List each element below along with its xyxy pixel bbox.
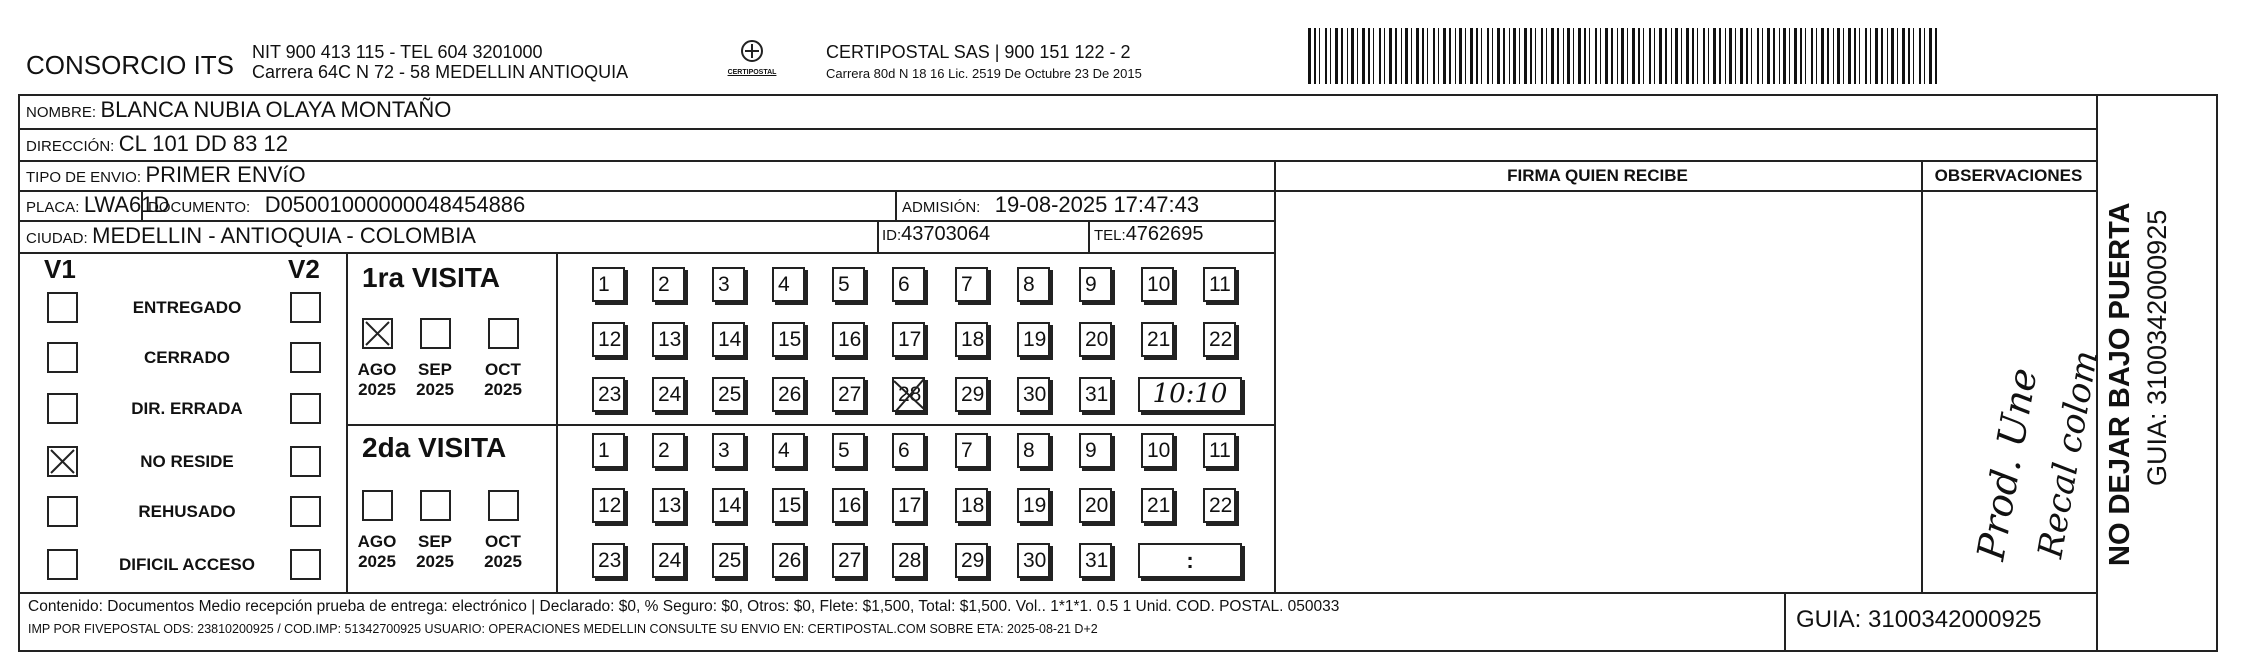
barcode-bar — [1465, 28, 1466, 84]
second-visit-day[interactable]: 2 — [652, 433, 685, 468]
v2-label: V2 — [288, 254, 320, 284]
year-label: 2025 — [484, 552, 522, 571]
first-visit-day[interactable]: 26 — [772, 377, 805, 412]
first-visit-day[interactable]: 20 — [1079, 322, 1112, 357]
id-value: 43703064 — [901, 223, 991, 245]
barcode-bar — [1589, 28, 1590, 84]
company-name: CONSORCIO ITS — [26, 50, 235, 80]
month-checkbox[interactable] — [362, 490, 393, 521]
barcode-bar — [1783, 28, 1786, 84]
barcode-bar — [1908, 28, 1910, 84]
second-visit-title: 2da VISITA — [362, 432, 507, 463]
month-checkbox[interactable] — [488, 318, 519, 349]
second-visit-day[interactable]: 31 — [1079, 543, 1112, 578]
check-x-icon — [364, 320, 391, 347]
direccion-value: CL 101 DD 83 12 — [118, 131, 288, 156]
barcode-bar — [1351, 28, 1354, 84]
barcode-bar — [1887, 28, 1888, 84]
admision-value: 19-08-2025 17:47:43 — [994, 192, 1200, 217]
check-x-icon — [49, 448, 76, 475]
first-visit-day[interactable]: 17 — [892, 322, 925, 357]
barcode-bar — [1800, 28, 1802, 84]
barcode-bar — [1638, 28, 1640, 84]
first-visit-day[interactable]: 2 — [652, 267, 685, 302]
barcode-bar — [1617, 28, 1618, 84]
barcode-bar — [1605, 28, 1608, 84]
barcode-bar — [1584, 28, 1586, 84]
second-visit-day[interactable]: 6 — [892, 433, 925, 468]
barcode-bar — [1578, 28, 1581, 84]
barcode-bar — [1929, 28, 1932, 84]
admision-label: ADMISIÓN: — [902, 199, 981, 216]
second-visit-day[interactable]: 22 — [1203, 488, 1236, 523]
certipostal-logo — [722, 38, 782, 86]
barcode — [1308, 28, 1940, 84]
tel-cell — [1094, 223, 1204, 246]
second-visit-day[interactable]: 8 — [1017, 433, 1050, 468]
certipostal-line2: Carrera 80d N 18 16 Lic. 2519 De Octubre 23 De 2015 — [826, 66, 1142, 81]
first-visit-time-box[interactable] — [1138, 377, 1242, 412]
first-visit-day[interactable]: 25 — [712, 377, 745, 412]
barcode-bar — [1686, 28, 1689, 84]
barcode-bar — [1563, 28, 1564, 84]
side-guia: GUIA: 3100342000925 — [2142, 209, 2172, 486]
barcode-bar — [1837, 28, 1840, 84]
barcode-bar — [1487, 28, 1489, 84]
second-visit-day[interactable]: 11 — [1203, 433, 1236, 468]
barcode-bar — [1341, 28, 1343, 84]
v2-checkbox[interactable] — [290, 549, 321, 580]
v2-checkbox[interactable] — [290, 393, 321, 424]
barcode-bar — [1751, 28, 1752, 84]
first-visit-day[interactable]: 9 — [1079, 267, 1112, 302]
first-visit-day[interactable]: 30 — [1017, 377, 1050, 412]
barcode-bar — [1671, 28, 1672, 84]
barcode-bar — [1805, 28, 1806, 84]
barcode-bar — [1411, 28, 1412, 84]
second-visit-day[interactable]: 30 — [1017, 543, 1050, 578]
first-visit-time: 10:10 — [1152, 379, 1228, 409]
month-checkbox[interactable] — [362, 318, 393, 349]
barcode-bar — [1384, 28, 1385, 84]
barcode-bar — [1902, 28, 1905, 84]
barcode-bar — [1427, 28, 1428, 84]
day-mark-icon — [890, 375, 930, 415]
barcode-bar — [1681, 28, 1682, 84]
first-visit-day[interactable]: 28 — [892, 377, 925, 412]
ciudad-label: CIUDAD: — [26, 230, 88, 247]
first-visit-day[interactable]: 1 — [592, 267, 625, 302]
v1-checkbox[interactable] — [47, 292, 78, 323]
tel-label: TEL: — [1094, 227, 1126, 244]
barcode-bar — [1833, 28, 1834, 84]
first-visit-day[interactable]: 3 — [712, 267, 745, 302]
barcode-bar — [1708, 28, 1709, 84]
barcode-bar — [1827, 28, 1829, 84]
barcode-bar — [1405, 28, 1408, 84]
barcode-bar — [1347, 28, 1348, 84]
second-visit-day[interactable]: 20 — [1079, 488, 1112, 523]
nombre-value: BLANCA NUBIA OLAYA MONTAÑO — [100, 97, 452, 122]
barcode-bar — [1875, 28, 1878, 84]
first-visit-day[interactable]: 23 — [592, 377, 625, 412]
status-option-label: NO RESIDE — [140, 452, 234, 471]
barcode-bar — [1401, 28, 1402, 84]
barcode-bar — [1509, 28, 1510, 84]
barcode-bar — [1438, 28, 1439, 84]
v2-checkbox[interactable] — [290, 496, 321, 527]
barcode-bar — [1600, 28, 1601, 84]
ciudad-value: MEDELLIN - ANTIOQUIA - COLOMBIA — [92, 223, 476, 248]
barcode-bar — [1767, 28, 1770, 84]
second-visit-day[interactable]: 25 — [712, 543, 745, 578]
month-checkbox[interactable] — [488, 490, 519, 521]
month-label: SEP — [417, 532, 453, 551]
barcode-bar — [1725, 28, 1726, 84]
year-label: 2025 — [416, 380, 454, 399]
status-option-label: DIR. ERRADA — [131, 399, 243, 418]
admision-cell — [902, 192, 1199, 218]
ciudad-cell — [26, 223, 476, 249]
barcode-bar — [1497, 28, 1500, 84]
v2-checkbox[interactable] — [290, 292, 321, 323]
placa-value: LWA61D — [83, 192, 170, 217]
barcode-bar — [1675, 28, 1678, 84]
barcode-bar — [1794, 28, 1797, 84]
barcode-bar — [1719, 28, 1721, 84]
barcode-bar — [1573, 28, 1574, 84]
tel-value: 4762695 — [1125, 223, 1204, 245]
barcode-bar — [1455, 28, 1456, 84]
first-visit-day[interactable]: 15 — [772, 322, 805, 357]
tipo-row — [26, 162, 306, 188]
direccion-row — [26, 131, 288, 157]
barcode-bar — [1530, 28, 1532, 84]
obs-handwriting-line2: Recal colom — [2030, 347, 2107, 562]
tipo-value: PRIMER ENVíO — [145, 162, 306, 187]
first-visit-day[interactable]: 21 — [1141, 322, 1174, 357]
barcode-bar — [1643, 28, 1644, 84]
direccion-label: DIRECCIÓN: — [26, 138, 115, 155]
second-visit-day[interactable]: 13 — [652, 488, 685, 523]
month-checkbox[interactable] — [420, 318, 451, 349]
logo-icon — [737, 38, 767, 64]
obs-handwriting-line1: Prod. Une — [1968, 364, 2046, 564]
footer-imp: IMP POR FIVEPOSTAL ODS: 23810200925 / COD.IMP: 51342700925 USUARIO: OPERACIONES MEDELLIN CONSULTE SU ENVIO EN: CERTIPOSTAL.COM SOBRE ETA: 2025-08-21 D+2 — [28, 622, 1098, 636]
status-option-label: CERRADO — [144, 348, 230, 367]
v1-checkbox[interactable] — [47, 446, 78, 477]
barcode-bar — [1459, 28, 1462, 84]
observaciones-label: OBSERVACIONES — [1934, 166, 2083, 185]
barcode-bar — [1913, 28, 1914, 84]
barcode-bar — [1632, 28, 1635, 84]
barcode-bar — [1735, 28, 1736, 84]
footer-contenido: Contenido: Documentos Medio recepción prueba de entrega: electrónico | Declarado: $0, % Seguro: $0, Otros: $0, Flete: $1,500, Total: $1,500. Vol.. 1*1*1. 0.5 1 Unid. COD. POSTAL. 050033 — [28, 598, 1340, 615]
second-visit-day[interactable]: 16 — [832, 488, 865, 523]
first-visit-day[interactable]: 31 — [1079, 377, 1112, 412]
barcode-bar — [1848, 28, 1851, 84]
barcode-bar — [1746, 28, 1748, 84]
barcode-bar — [1519, 28, 1520, 84]
first-visit-day[interactable]: 11 — [1203, 267, 1236, 302]
second-visit-day[interactable]: 28 — [892, 543, 925, 578]
barcode-bar — [1924, 28, 1925, 84]
barcode-bar — [1416, 28, 1419, 84]
barcode-bar — [1470, 28, 1473, 84]
second-visit-day[interactable]: 4 — [772, 433, 805, 468]
nombre-row — [26, 97, 451, 123]
barcode-bar — [1843, 28, 1844, 84]
documento-label: DOCUMENTO: — [148, 199, 251, 216]
first-visit-day[interactable]: 12 — [592, 322, 625, 357]
second-visit-day[interactable]: 21 — [1141, 488, 1174, 523]
second-visit-day[interactable]: 23 — [592, 543, 625, 578]
barcode-bar — [1308, 28, 1311, 84]
second-visit-time: : — [1186, 548, 1194, 573]
v1-checkbox[interactable] — [47, 342, 78, 373]
barcode-bar — [1935, 28, 1937, 84]
barcode-bar — [1422, 28, 1424, 84]
footer-guia: GUIA: 3100342000925 — [1796, 606, 2042, 633]
first-visit-day[interactable]: 8 — [1017, 267, 1050, 302]
barcode-bar — [1481, 28, 1482, 84]
second-visit-day[interactable]: 18 — [955, 488, 988, 523]
barcode-bar — [1503, 28, 1505, 84]
barcode-bar — [1513, 28, 1516, 84]
second-visit-day[interactable]: 29 — [955, 543, 988, 578]
barcode-bar — [1433, 28, 1435, 84]
second-visit-day[interactable]: 1 — [592, 433, 625, 468]
first-visit-title: 1ra VISITA — [362, 262, 500, 293]
nombre-label: NOMBRE: — [26, 104, 97, 121]
barcode-bar — [1891, 28, 1894, 84]
barcode-bar — [1870, 28, 1871, 84]
barcode-bar — [1649, 28, 1651, 84]
first-visit-day[interactable]: 4 — [772, 267, 805, 302]
barcode-bar — [1692, 28, 1694, 84]
address-line: Carrera 64C N 72 - 58 MEDELLIN ANTIOQUIA — [252, 62, 629, 82]
firma-label: FIRMA QUIEN RECIBE — [1507, 166, 1688, 185]
second-visit-day[interactable]: 19 — [1017, 488, 1050, 523]
first-visit-day[interactable]: 24 — [652, 377, 685, 412]
barcode-bar — [1492, 28, 1493, 84]
barcode-bar — [1314, 28, 1316, 84]
second-visit-day[interactable]: 10 — [1141, 433, 1174, 468]
barcode-bar — [1541, 28, 1543, 84]
barcode-bar — [1821, 28, 1824, 84]
barcode-bar — [1621, 28, 1624, 84]
id-label: ID: — [882, 227, 902, 244]
barcode-bar — [1773, 28, 1775, 84]
barcode-bar — [1697, 28, 1698, 84]
barcode-bar — [1325, 28, 1327, 84]
barcode-bar — [1595, 28, 1597, 84]
barcode-bar — [1919, 28, 1921, 84]
documento-value: D05001000000048454886 — [264, 192, 526, 217]
barcode-bar — [1368, 28, 1370, 84]
first-visit-day[interactable]: 7 — [955, 267, 988, 302]
status-option-label: ENTREGADO — [132, 298, 242, 317]
month-label: OCT — [485, 532, 521, 551]
logo-text: CERTIPOSTAL — [727, 69, 777, 76]
nit-line: NIT 900 413 115 - TEL 604 3201000 — [252, 42, 543, 62]
barcode-bar — [1389, 28, 1392, 84]
barcode-bar — [1535, 28, 1536, 84]
second-visit-day[interactable]: 26 — [772, 543, 805, 578]
documento-cell — [148, 192, 525, 218]
first-visit-day[interactable]: 29 — [955, 377, 988, 412]
barcode-bar — [1789, 28, 1790, 84]
month-checkbox[interactable] — [420, 490, 451, 521]
v2-checkbox[interactable] — [290, 446, 321, 477]
second-visit-day[interactable]: 27 — [832, 543, 865, 578]
barcode-bar — [1557, 28, 1559, 84]
barcode-bar — [1659, 28, 1662, 84]
first-visit-day[interactable]: 22 — [1203, 322, 1236, 357]
barcode-bar — [1611, 28, 1613, 84]
barcode-bar — [1362, 28, 1365, 84]
barcode-bar — [1811, 28, 1813, 84]
month-label: OCT — [485, 360, 521, 379]
second-visit-day[interactable]: 12 — [592, 488, 625, 523]
v1-checkbox[interactable] — [47, 496, 78, 527]
barcode-bar — [1703, 28, 1705, 84]
second-visit-day[interactable]: 9 — [1079, 433, 1112, 468]
first-visit-day[interactable]: 5 — [832, 267, 865, 302]
second-visit-day[interactable]: 14 — [712, 488, 745, 523]
barcode-bar — [1762, 28, 1763, 84]
barcode-bar — [1865, 28, 1867, 84]
status-option-label: REHUSADO — [138, 502, 236, 521]
barcode-bar — [1319, 28, 1320, 84]
barcode-bar — [1551, 28, 1554, 84]
first-visit-day[interactable]: 13 — [652, 322, 685, 357]
first-visit-day[interactable]: 14 — [712, 322, 745, 357]
barcode-bar — [1546, 28, 1547, 84]
barcode-bar — [1897, 28, 1898, 84]
barcode-bar — [1654, 28, 1655, 84]
barcode-bar — [1740, 28, 1743, 84]
barcode-bar — [1627, 28, 1628, 84]
barcode-bar — [1373, 28, 1374, 84]
first-visit-day[interactable]: 19 — [1017, 322, 1050, 357]
first-visit-day[interactable]: 10 — [1141, 267, 1174, 302]
barcode-bar — [1816, 28, 1817, 84]
tipo-label: TIPO DE ENVIO: — [26, 169, 142, 186]
second-visit-day[interactable]: 17 — [892, 488, 925, 523]
v2-checkbox[interactable] — [290, 342, 321, 373]
v1-checkbox[interactable] — [47, 393, 78, 424]
month-label: AGO — [357, 532, 397, 551]
barcode-bar — [1881, 28, 1883, 84]
second-visit-day[interactable]: 24 — [652, 543, 685, 578]
v1-label: V1 — [44, 254, 76, 284]
id-cell — [882, 223, 990, 246]
second-visit-day[interactable]: 5 — [832, 433, 865, 468]
year-label: 2025 — [484, 380, 522, 399]
first-visit-day[interactable]: 27 — [832, 377, 865, 412]
year-label: 2025 — [416, 552, 454, 571]
status-option-label: DIFICIL ACCESO — [118, 555, 255, 574]
barcode-bar — [1357, 28, 1358, 84]
barcode-bar — [1859, 28, 1860, 84]
barcode-bar — [1443, 28, 1446, 84]
year-label: 2025 — [358, 552, 396, 571]
observaciones-handwriting — [1928, 200, 2107, 585]
second-visit-day[interactable]: 15 — [772, 488, 805, 523]
year-label: 2025 — [358, 380, 396, 399]
barcode-bar — [1729, 28, 1732, 84]
barcode-bar — [1395, 28, 1397, 84]
barcode-bar — [1854, 28, 1856, 84]
second-visit-day[interactable]: 7 — [955, 433, 988, 468]
side-warning: NO DEJAR BAJO PUERTA — [2104, 202, 2136, 566]
first-visit-day[interactable]: 6 — [892, 267, 925, 302]
second-visit-day[interactable]: 3 — [712, 433, 745, 468]
barcode-bar — [1476, 28, 1478, 84]
barcode-bar — [1665, 28, 1667, 84]
placa-label: PLACA: — [26, 199, 80, 216]
second-visit-time-box[interactable] — [1138, 543, 1242, 578]
barcode-bar — [1713, 28, 1716, 84]
v1-checkbox[interactable] — [47, 549, 78, 580]
barcode-bar — [1335, 28, 1338, 84]
month-label: SEP — [417, 360, 453, 379]
certipostal-line1: CERTIPOSTAL SAS | 900 151 122 - 2 — [826, 42, 1131, 62]
first-visit-day[interactable]: 16 — [832, 322, 865, 357]
barcode-bar — [1330, 28, 1331, 84]
barcode-bar — [1449, 28, 1451, 84]
barcode-bar — [1779, 28, 1780, 84]
month-label: AGO — [357, 360, 397, 379]
barcode-bar — [1379, 28, 1381, 84]
barcode-bar — [1757, 28, 1759, 84]
barcode-bar — [1567, 28, 1570, 84]
barcode-bar — [1524, 28, 1527, 84]
first-visit-day[interactable]: 18 — [955, 322, 988, 357]
